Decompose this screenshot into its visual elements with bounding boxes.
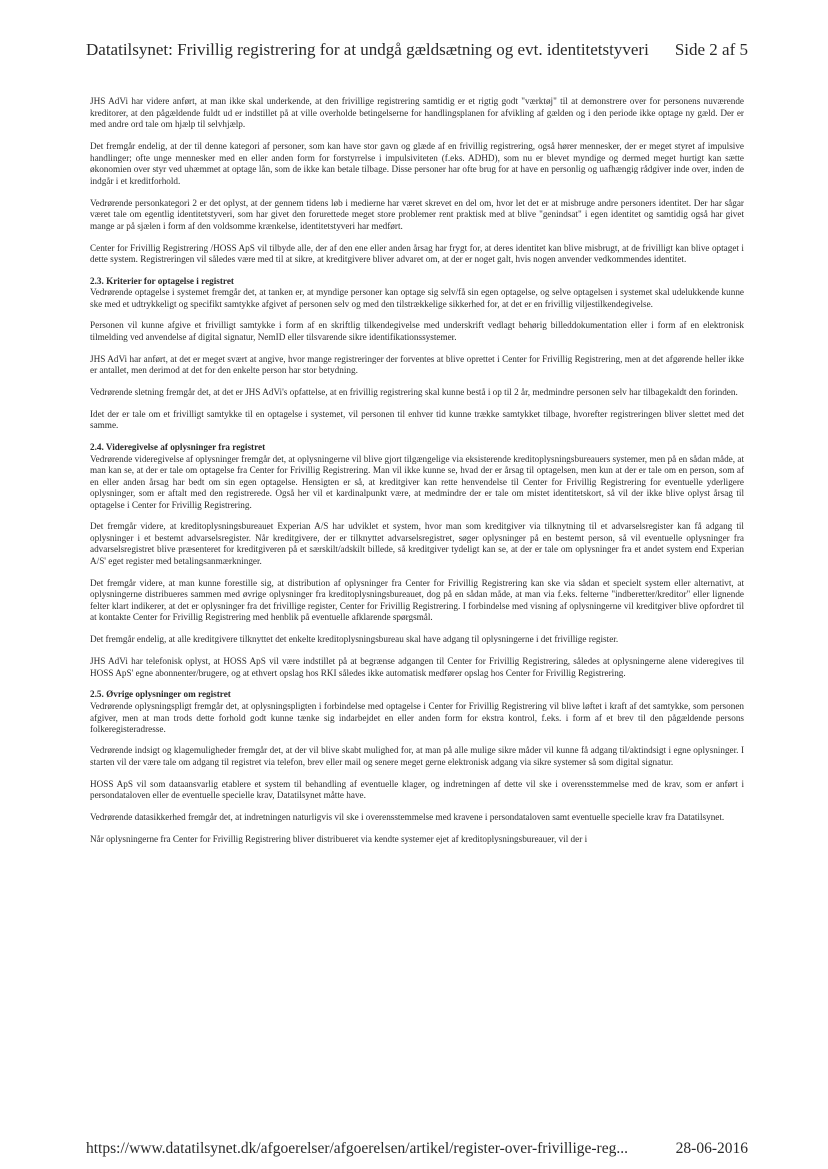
paragraph: Det fremgår videre, at kreditoplysningsbureauet Experian A/S har udviklet et system, hvor man som kreditgiver via tilknytning til et advarselsregister kan få adgang til oplysninger i et bestemt advarselsregister. Når kreditgivere, der er tilknyttet advarselsregistret, søger oplysninger på en bestemt person, så vil eventuelle oplysninger fra advarselsregistret blive præsenteret for kreditgiveren på et særskilt/adskilt billede, så kreditgiver tydeligt kan se, at der er tale om oplysninger fra et andet system end Experian A/S' eget register med betalingsanmærkninger. — [90, 521, 744, 566]
paragraph: Vedrørende indsigt og klagemuligheder fremgår det, at der vil blive skabt mulighed for, at man på alle mulige sikre måder vil kunne få adgang til/aktindsigt i egne oplysninger. I starten vil der være tale om adgang til registret via telefon, brev eller mail og senere meget gerne elektronisk adgang via sikre systemer så som digital signatur. — [90, 745, 744, 767]
print-date: 28-06-2016 — [675, 1140, 748, 1157]
paragraph: JHS AdVi har videre anført, at man ikke skal underkende, at den frivillige registrering samtidig er et rigtig godt "værktøj" til at demonstrere over for personens nuværende kreditorer, at den pågældende fuldt ud er indstillet på at ville overholde betingelserne for handlingsplanen for afvikling af gælden og i den periode ikke optage ny gæld. Der er med andre ord tale om hjælp til selvhjælp. — [90, 96, 744, 130]
paragraph: JHS AdVi har anført, at det er meget svært at angive, hvor mange registreringer der forventes at blive oprettet i Center for Frivillig Registrering, men at det afgørende heller ikke er antallet, men derimod at det for den enkelte person har stor betydning. — [90, 353, 744, 376]
paragraph: Vedrørende videregivelse af oplysninger fremgår det, at oplysningerne vil blive gjort tilgængelige via eksisterende kreditoplysningsbureauers systemer, men på en sådan måde, at man kan se, at der er tale om optagelse fra Center for Frivillig Registrering. Man vil ikke kunne se, hvad der er årsag til optagelsen, men kun at der er tale om en person, som af en eller anden årsag har bedt om sin egen optagelse. Hensigten er så, at kreditgiver kan rette henvendelse til Center for Frivillig Registrering for eventuelle yderligere oplysninger, som er aftalt med den registrerede. Også her vil et kardinalpunkt være, at medmindre der er tale om mistet identitetskort, så vil der ikke blive oplyst årsag til optagelse i Center for Frivillig Registrering. — [90, 453, 744, 511]
paragraph: Vedrørende datasikkerhed fremgår det, at indretningen naturligvis vil ske i overensstemmelse med kravene i persondataloven samt eventuelle specielle krav fra Datatilsynet. — [90, 812, 725, 823]
source-url: https://www.datatilsynet.dk/afgoerelser/afgoerelsen/artikel/register-over-frivillige-reg... — [86, 1140, 628, 1157]
section-heading: 2.5. Øvrige oplysninger om registret — [90, 689, 231, 700]
paragraph: Vedrørende oplysningspligt fremgår det, at oplysningspligten i forbindelse med optagelse i Center for Frivillig Registrering vil blive løftet i kraft af det samtykke, som personen afgiver, men at man trods dette forhold godt kunne tænke sig indarbejdet en eller anden form for ekstra kontrol, f.eks. i form af et brev til den pågældende persons folkeregisteradresse. — [90, 701, 744, 735]
section-2-3 — [90, 276, 744, 311]
paragraph: Center for Frivillig Registrering /HOSS ApS vil tilbyde alle, der af den ene eller anden årsag har frygt for, at deres identitet kan blive misbrugt, at de frivilligt kan blive optaget i dette system. Registreringen vil således være med til at sikre, at kreditgivere bliver advaret om, at der er noget galt, hvis nogen anvender vedkommendes identitet. — [90, 242, 744, 265]
paragraph: Vedrørende sletning fremgår det, at det er JHS AdVi's opfattelse, at en frivillig registrering skal kunne bestå i op til 2 år, medmindre personen selv har tilbagekaldt den forinden. — [90, 386, 738, 397]
section-2-5 — [90, 689, 744, 735]
paragraph: Det fremgår endelig, at der til denne kategori af personer, som kan have stor gavn og glæde af en frivillig registrering, også hører mennesker, der er meget styret af impulsive handlinger; ofte unge mennesker med en eller anden form for forstyrrelse i impulsiviteten (f.eks. ADHD), som nu er blevet myndige og dermed meget hurtigt kan sætte økonomien over styr ved uhæmmet at optage lån, som de ikke kan betale tilbage. Disse personer har ofte brug for at have en personlig og uafhængig rådgiver inde over, inden de indgår i et kreditforhold. — [90, 140, 744, 186]
page-footer — [86, 1140, 748, 1158]
paragraph: Når oplysningerne fra Center for Frivillig Registrering bliver distribueret via kendte systemer ejet af kreditoplysningsbureauer, vil der i — [90, 833, 588, 844]
paragraph: Idet der er tale om et frivilligt samtykke til en optagelse i systemet, vil personen til enhver tid kunne trække samtykket tilbage, hvorefter registreringen bliver slettet med det samme. — [90, 408, 744, 431]
page-indicator: Side 2 af 5 — [674, 40, 748, 59]
paragraph: Vedrørende personkategori 2 er det oplyst, at der gennem tidens løb i medierne har været skrevet en del om, hvor let det er at misbruge andre personers identitet. Der har sågar været tale om egentlig identitetstyveri, som har givet den forurettede meget store problemer rent praktisk med at blive "genindsat" i egen identitet og samtidig også har givet mange ar på sjælen i form af den voldsomme krænkelse, identitetstyveri har medført. — [90, 197, 744, 231]
page-header — [86, 40, 748, 60]
paragraph: HOSS ApS vil som dataansvarlig etablere et system til behandling af eventuelle klager, og indretningen af dette vil ske i overensstemmelse med de krav, som er anført i persondataloven eller de eventuelle specielle krav, Datatilsynet måtte have. — [90, 778, 744, 801]
paragraph: JHS AdVi har telefonisk oplyst, at HOSS ApS vil være indstillet på at begrænse adgangen til Center for Frivillig Registrering, således at oplysningerne alene videregives til HOSS ApS' egne abonnenter/brugere, og at ethvert opslag hos RKI således ikke automatisk medfører opslag hos Center for Frivillig Registrering. — [90, 656, 744, 678]
section-heading: 2.4. Videregivelse af oplysninger fra registret — [90, 442, 266, 453]
paragraph: Personen vil kunne afgive et frivilligt samtykke i form af en skriftlig tilkendegivelse med underskrift vedlagt behørig billeddokumentation eller i form af en elektronisk tilmelding ved anvendelse af digital signatur, NemID eller tilsvarende sikre identifikationssystemer. — [90, 320, 744, 342]
paragraph: Det fremgår endelig, at alle kreditgivere tilknyttet det enkelte kreditoplysningsbureau skal have adgang til oplysningerne i det frivillige register. — [90, 634, 619, 645]
paragraph: Vedrørende optagelse i systemet fremgår det, at tanken er, at myndige personer kan optage sig selv/få sin egen optagelse, og selve optagelsen i systemet skal udelukkende kunne ske med et udtrykkeligt og specifikt samtykke afgivet af personen selv og med den tilstrækkelige sikkerhed for, at det er en frivillig viljestilkendegivelse. — [90, 287, 744, 310]
paragraph: Det fremgår videre, at man kunne forestille sig, at distribution af oplysninger fra Center for Frivillig Registrering kan ske via sådan et specielt system eller alternativt, at oplysningerne distribueres sammen med øvrige oplysninger fra kreditoplysningsbureauet, dog på en sådan måde, at man via f.eks. felterne "indberetter/kreditor" eller lignende felter klart indikerer, at det er oplysninger fra det frivillige register, Center for Frivillig Registrering. I forbindelse med visning af oplysningerne vil kreditgiver blive opfordret til at kontakte Center for Frivillig Registrering med henblik på eventuelle afklarende spørgsmål. — [90, 577, 744, 623]
section-heading: 2.3. Kriterier for optagelse i registret — [90, 275, 234, 286]
section-2-4 — [90, 442, 744, 512]
document-title: Datatilsynet: Frivillig registrering for at undgå gældsætning og evt. identitetstyveri — [86, 40, 649, 59]
document-body — [90, 96, 744, 856]
